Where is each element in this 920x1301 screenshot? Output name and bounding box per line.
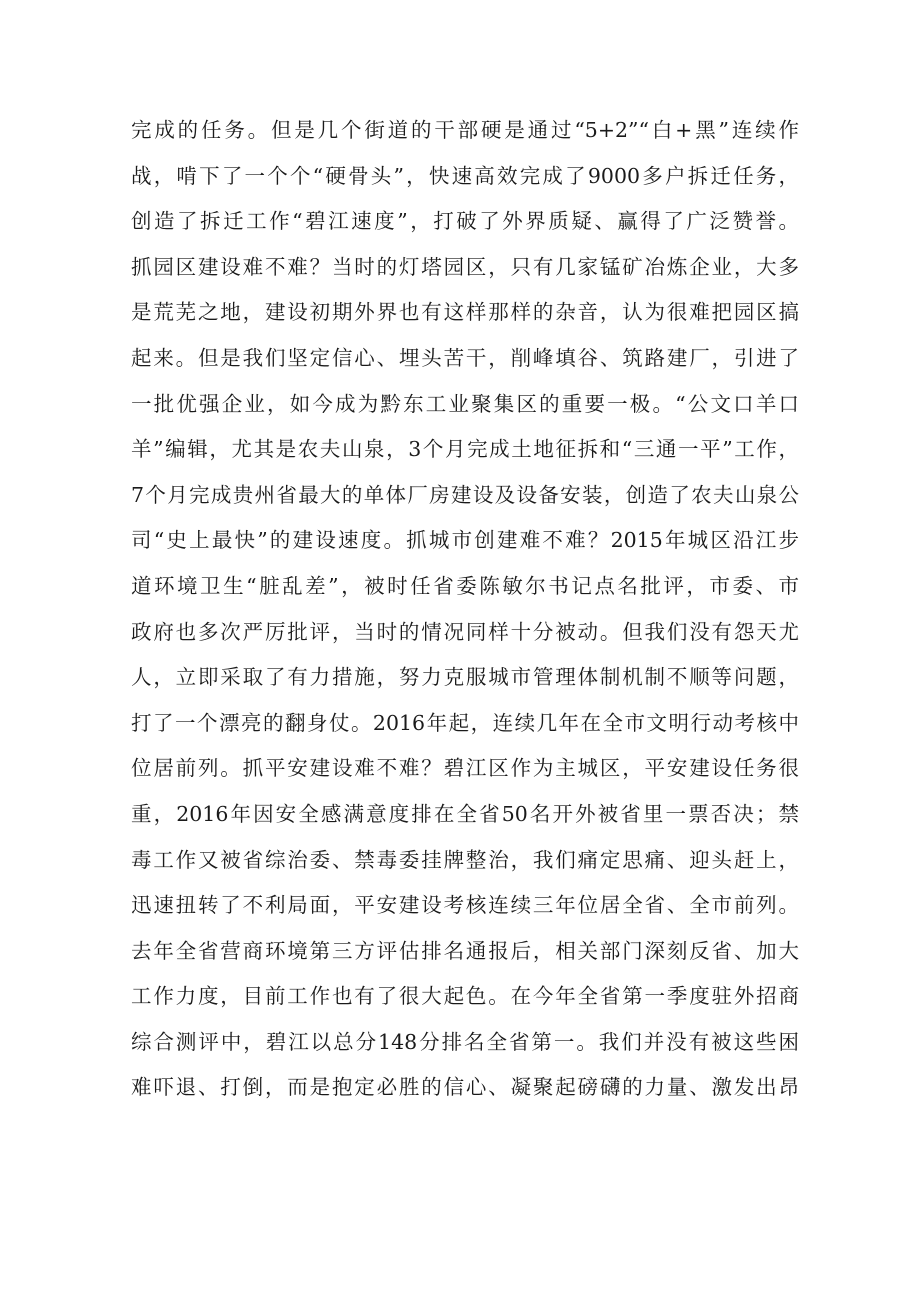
text-line: 羊”编辑，尤其是农夫山泉，3个月完成土地征拆和“三通一平”工作， [131, 437, 799, 462]
text-line: 完成的任务。但是几个街道的干部硬是通过“5+2”“白+黑”连续作 [131, 118, 799, 142]
text-line: 打了一个漂亮的翻身仗。2016年起，连续几年在全市文明行动考核中 [131, 710, 799, 735]
text-line: 是荒芜之地，建设初期外界也有这样那样的杂音，认为很难把园区搞 [131, 300, 799, 325]
text-line: 综合测评中，碧江以总分148分排名全省第一。我们并没有被这些困 [131, 1029, 799, 1054]
text-line: 去年全省营商环境第三方评估排名通报后，相关部门深刻反省、加大 [131, 938, 799, 963]
text-line: 战，啃下了一个个“硬骨头”，快速高效完成了9000多户拆迁任务， [131, 163, 799, 188]
text-line: 位居前列。抓平安建设难不难？碧江区作为主城区，平安建设任务很 [131, 756, 799, 781]
text-line: 抓园区建设难不难？当时的灯塔园区，只有几家锰矿冶炼企业，大多 [131, 254, 799, 279]
text-line: 司“史上最快”的建设速度。抓城市创建难不难？2015年城区沿江步 [131, 528, 799, 553]
text-line: 道环境卫生“脏乱差”，被时任省委陈敏尔书记点名批评，市委、市 [131, 573, 799, 598]
text-line: 迅速扭转了不利局面，平安建设考核连续三年位居全省、全市前列。 [131, 893, 799, 918]
text-line: 人，立即采取了有力措施，努力克服城市管理体制机制不顺等问题， [131, 665, 799, 690]
text-line: 重，2016年因安全感满意度排在全省50名开外被省里一票否决；禁 [131, 801, 799, 826]
text-line: 毒工作又被省综治委、禁毒委挂牌整治，我们痛定思痛、迎头赶上， [131, 847, 799, 872]
text-line: 起来。但是我们坚定信心、埋头苦干，削峰填谷、筑路建厂，引进了 [131, 345, 799, 370]
text-line: 政府也多次严厉批评，当时的情况同样十分被动。但我们没有怨天尤 [131, 619, 799, 644]
text-line: 工作力度，目前工作也有了很大起色。在今年全省第一季度驻外招商 [131, 984, 799, 1009]
body-text [131, 108, 799, 1111]
text-line: 一批优强企业，如今成为黔东工业聚集区的重要一极。“公文口羊口 [131, 391, 799, 416]
text-line: 难吓退、打倒，而是抱定必胜的信心、凝聚起磅礴的力量、激发出昂 [131, 1075, 799, 1100]
text-line: 创造了拆迁工作“碧江速度”，打破了外界质疑、赢得了广泛赞誉。 [131, 209, 799, 234]
text-line: 7个月完成贵州省最大的单体厂房建设及设备安装，创造了农夫山泉公 [131, 482, 799, 507]
